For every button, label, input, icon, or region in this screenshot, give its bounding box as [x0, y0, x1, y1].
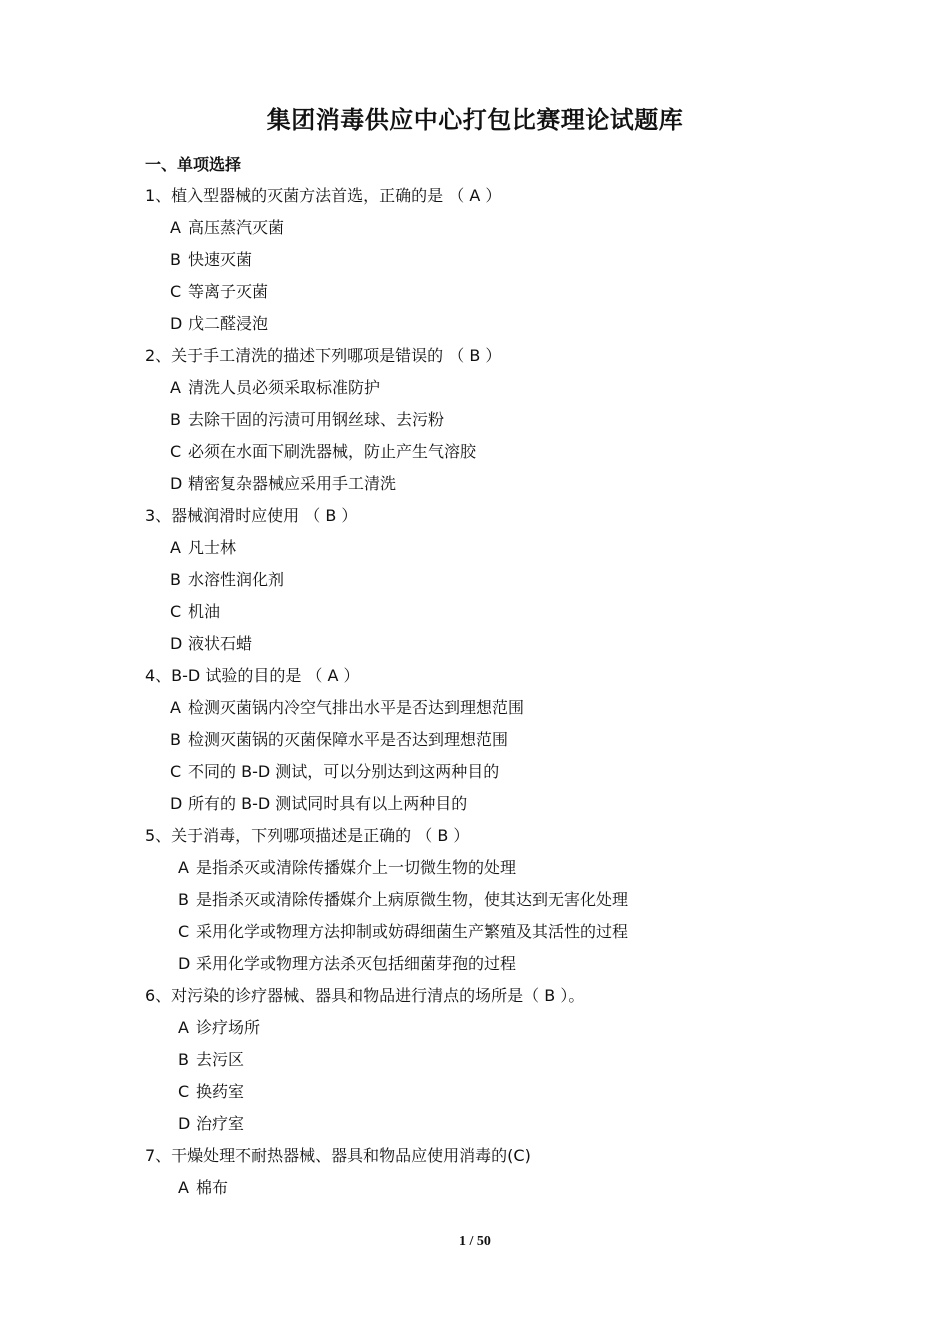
option-letter: C	[170, 442, 182, 461]
option-letter: B	[170, 570, 181, 589]
option-letter: D	[170, 634, 183, 653]
option-c	[170, 762, 499, 782]
option-letter: B	[178, 890, 189, 909]
option-text: 是指杀灭或清除传播媒介上一切微生物的处理	[196, 858, 517, 877]
option-letter: D	[170, 474, 183, 493]
option-text: 所有的 B-D 测试同时具有以上两种目的	[188, 794, 468, 813]
option-letter: A	[170, 378, 181, 397]
option-text: 是指杀灭或清除传播媒介上病原微生物，使其达到无害化处理	[196, 890, 629, 909]
option-letter: A	[178, 1018, 189, 1037]
option-text: 机油	[188, 602, 221, 621]
page-title: 集团消毒供应中心打包比赛理论试题库	[266, 106, 684, 134]
option-b	[170, 410, 444, 430]
option-text: 去除干固的污渍可用钢丝球、去污粉	[188, 410, 445, 429]
option-b	[178, 890, 628, 910]
question-1: 1、植入型器械的灭菌方法首选，正确的是 （ A ）	[145, 186, 502, 205]
option-letter: A	[178, 858, 189, 877]
option-text: 清洗人员必须采取标准防护	[188, 378, 381, 397]
option-text: 检测灭菌锅的灭菌保障水平是否达到理想范围	[188, 730, 509, 749]
option-c	[170, 282, 268, 302]
option-text: 治疗室	[196, 1114, 245, 1133]
option-letter: B	[170, 250, 181, 269]
option-text: 戊二醛浸泡	[188, 314, 269, 333]
page-number: 1 / 50	[459, 1234, 491, 1249]
option-letter: A	[170, 698, 181, 717]
option-a	[178, 1018, 260, 1038]
option-text: 液状石蜡	[188, 634, 253, 653]
option-text: 精密复杂器械应采用手工清洗	[188, 474, 397, 493]
option-d	[170, 634, 252, 654]
option-text: 水溶性润化剂	[188, 570, 285, 589]
option-letter: D	[170, 794, 183, 813]
option-text: 采用化学或物理方法抑制或妨碍细菌生产繁殖及其活性的过程	[196, 922, 629, 941]
option-d	[170, 474, 396, 494]
option-text: 诊疗场所	[196, 1018, 261, 1037]
option-letter: A	[170, 218, 181, 237]
option-text: 采用化学或物理方法杀灭包括细菌芽孢的过程	[196, 954, 517, 973]
option-c	[170, 602, 220, 622]
option-text: 不同的 B-D 测试，可以分别达到这两种目的	[188, 762, 500, 781]
option-a	[170, 698, 524, 718]
option-a	[178, 858, 516, 878]
option-b	[178, 1050, 244, 1070]
option-b	[170, 570, 284, 590]
option-letter: C	[170, 282, 182, 301]
option-letter: D	[178, 954, 191, 973]
option-text: 棉布	[196, 1178, 229, 1197]
option-text: 快速灭菌	[188, 250, 253, 269]
question-3: 3、器械润滑时应使用 （ B ）	[145, 506, 358, 525]
option-letter: A	[170, 538, 181, 557]
option-text: 去污区	[196, 1050, 245, 1069]
option-letter: D	[170, 314, 183, 333]
option-text: 凡士林	[188, 538, 237, 557]
option-letter: C	[170, 602, 182, 621]
option-d	[178, 1114, 244, 1134]
option-a	[170, 218, 284, 238]
option-letter: C	[178, 922, 190, 941]
section-heading: 一、单项选择	[145, 155, 242, 174]
option-letter: B	[170, 410, 181, 429]
option-letter: C	[170, 762, 182, 781]
option-text: 必须在水面下刷洗器械，防止产生气溶胶	[188, 442, 477, 461]
option-c	[178, 922, 628, 942]
question-4: 4、B-D 试验的目的是 （ A ）	[145, 666, 360, 685]
option-a	[178, 1178, 228, 1198]
option-letter: D	[178, 1114, 191, 1133]
option-letter: A	[178, 1178, 189, 1197]
option-a	[170, 378, 380, 398]
option-text: 高压蒸汽灭菌	[188, 218, 285, 237]
option-b	[170, 730, 508, 750]
option-letter: C	[178, 1082, 190, 1101]
question-2: 2、关于手工清洗的描述下列哪项是错误的 （ B ）	[145, 346, 502, 365]
option-text: 检测灭菌锅内冷空气排出水平是否达到理想范围	[188, 698, 525, 717]
question-7: 7、干燥处理不耐热器械、器具和物品应使用消毒的(C)	[145, 1146, 531, 1165]
question-6: 6、对污染的诊疗器械、器具和物品进行清点的场所是（ B ）。	[145, 986, 585, 1005]
question-5: 5、关于消毒，下列哪项描述是正确的 （ B ）	[145, 826, 470, 845]
option-d	[178, 954, 516, 974]
option-d	[170, 314, 268, 334]
option-a	[170, 538, 236, 558]
option-text: 等离子灭菌	[188, 282, 269, 301]
option-c	[178, 1082, 244, 1102]
option-b	[170, 250, 252, 270]
option-text: 换药室	[196, 1082, 245, 1101]
option-letter: B	[178, 1050, 189, 1069]
option-d	[170, 794, 467, 814]
option-c	[170, 442, 476, 462]
option-letter: B	[170, 730, 181, 749]
